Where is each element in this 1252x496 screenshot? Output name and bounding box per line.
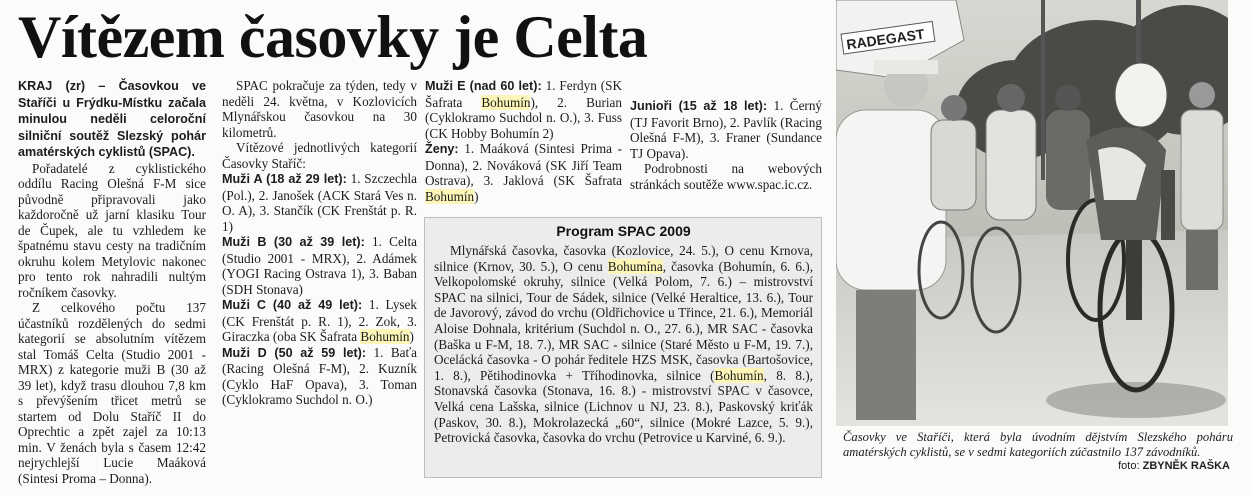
highlighted-word: Bohumína — [607, 258, 663, 274]
program-title: Program SPAC 2009 — [556, 223, 691, 239]
result-muzi-e — [425, 78, 622, 141]
category-label: Muži C (40 až 49 let): — [222, 298, 363, 312]
credit-name: ZBYNĚK RAŠKA — [1142, 460, 1230, 472]
article-column-1 — [18, 78, 206, 486]
program-text-part: Mlynářská časovka, časovka (Kozlovice, 24. 5.), O cenu Krnova, silnice (Krnov, 30. 5.), O cenu — [434, 243, 813, 274]
spectator — [1181, 82, 1223, 290]
article-paragraph: SPAC pokračuje za týden, tedy v neděli 24. května, v Kozlovicích Mlynářskou časovkou na 30 kilometrů. — [222, 78, 417, 140]
highlighted-word: Bohumín — [425, 188, 475, 204]
category-results: 1. Celta (Studio 2001 - MRX), 2. Adámek (YOGI Racing Ostrava 1), 3. Baban (SDH Stonava) — [222, 234, 417, 297]
photo-credit — [1118, 460, 1230, 472]
highlighted-word: Bohumín — [481, 94, 531, 110]
category-results: ), 2. Burian (Cyklokramo Suchdol n. O.), 3. Fuss (CK Hobby Bohumín 2) — [425, 94, 622, 141]
result-juniori — [630, 98, 822, 161]
program-box — [424, 217, 822, 478]
program-text — [434, 243, 813, 446]
category-results: 1. Szczechla (Pol.), 2. Janošek (ACK Stará Ves n. O. A), 3. Stančík (CK Frenštát p. R. 1) — [222, 171, 418, 234]
race-photo — [836, 0, 1228, 426]
category-results-end: ) — [409, 329, 414, 344]
category-label: Muži D (50 až 59 let): — [222, 345, 367, 360]
category-results: 1. Maáková (Sintesi Prima - Donna), 2. Nováková (SK Jiří Team Ostrava), 3. Jaklová (SK Šafrata — [425, 141, 622, 188]
credit-label: foto: — [1118, 460, 1140, 472]
category-label: Ženy: — [425, 142, 459, 156]
highlighted-word: Bohumín — [360, 329, 410, 344]
article-column-4 — [630, 98, 822, 192]
category-results-end: ) — [474, 188, 479, 204]
result-muzi-b — [222, 234, 417, 297]
result-muzi-d — [222, 345, 417, 408]
program-text-part: , 8. 8.), Stonavská časovka (Stonava, 16. 8.) - mistrovství SPAC v časovce, Velká cena Lašska, silnice (Lichnov u NJ, 23. 8.), Paskovský kriťák (Paskov, 30. 8.), Mokrolazecká „60“, silnice (Mokré Lazce, 5. 9.), Petrovická časovka, časovka do vrchu (Petrovice u Karviné, 6. 9.). — [434, 367, 813, 446]
article-lead — [18, 78, 206, 161]
result-muzi-c — [222, 297, 417, 345]
highlighted-word: Bohumín — [714, 367, 764, 383]
result-zeny — [425, 141, 622, 204]
banner-text: RADEGAST — [845, 25, 926, 53]
article-footer: Podrobnosti na webových stránkách soutěže www.spac.ic.cz. — [630, 161, 822, 192]
result-muzi-a — [222, 171, 417, 234]
results-intro: Vítězové jednotlivých kategorií Časovky Staříč: — [222, 140, 417, 171]
headline: Vítězem časovky je Celta — [18, 4, 648, 70]
category-label: Muži A (18 až 29 let): — [222, 172, 347, 186]
article-column-3 — [425, 78, 622, 204]
category-results: 1. Ferdyn (SK Šafrata — [425, 78, 622, 110]
article-paragraph: Pořadatelé z cyklistického oddílu Racing Olešná F-M sice původně připravovali jako každoročně už jarní klasiku Tour de Čupek, ale tu vzhledem ke špatnému stavu cesty na tradičním okruhu kolem Metylovic nakonec pro tento rok nahradili nultým ročníkem časovky. — [18, 160, 206, 300]
category-label: Muži B (30 až 39 let): — [222, 235, 365, 249]
article-paragraph: Z celkového počtu 137 účastníků rozdělených do sedmi kategorií se absolutním vítězem stal Tomáš Celta (Studio 2001 - MRX) z kategorie muži B (30 až 39 let), když trasu dlouhou 7,8 km s převýšením třicet metrů se startem od Dolu Staříč II do Oprechtic a zpět zajel za 10:13 min. V ženách byla s časem 12:42 nejrychlejší Lucie Maáková (Sintesi Proma – Donna). — [18, 300, 206, 486]
category-label: Junioři (15 až 18 let): — [630, 99, 768, 113]
category-label: Muži E (nad 60 let): — [425, 79, 542, 93]
category-results: 1. Černý (TJ Favorit Brno), 2. Pavlík (Racing Olešná F-M), 3. Franer (Sundance TJ Opava). — [630, 98, 823, 161]
photo-caption: Časovky ve Staříči, která byla úvodním dějstvím Slezského poháru amatérských cyklistů, se v sedmi kategoriích zúčastnilo 137 závodníků. — [843, 430, 1233, 459]
category-results: 1. Lysek (CK Frenštát p. R. 1), 2. Zok, 3. Giraczka (oba SK Šafrata — [222, 297, 417, 344]
category-results: 1. Baťa (Racing Olešná F-M), 2. Kuzník (Cyklo HaF Opava), 3. Toman (Cyklokramo Suchdol n. O.) — [222, 344, 417, 407]
lead-text: KRAJ (zr) – Časovkou ve Staříči u Frýdku-Místku začala minulou neděli celoroční silniční soutěž Slezský pohár amatérských cyklistů (SPAC). — [18, 79, 206, 159]
program-text-part: , časovka (Bohumín, 6. 6.), Velkopolomské okruhy, silnice (Velká Polom, 7. 6.) – mistrovství SPAC na silnici, Tour de Sádek, silnice (Velké Heraltice, 13. 6.), Tour de Javorový, závod do vrchu (Oldřichovice u Třince, 21. 6.), Memoriál Aloise Dohnala, kritérium (Suchdol n. O., 27. 6.), MR SAC - časovka (Baška u F-M, 18. 7.), MR SAC - silnice (Staré Město u F-M, 19. 7.), Ocelácká časovka - O pohár ředitele HZS MSK, časovka (Bartošovice, 1. 8.), Pětihodinovka + Tříhodinovka, silnice ( — [434, 258, 813, 383]
article-column-2 — [222, 78, 417, 408]
